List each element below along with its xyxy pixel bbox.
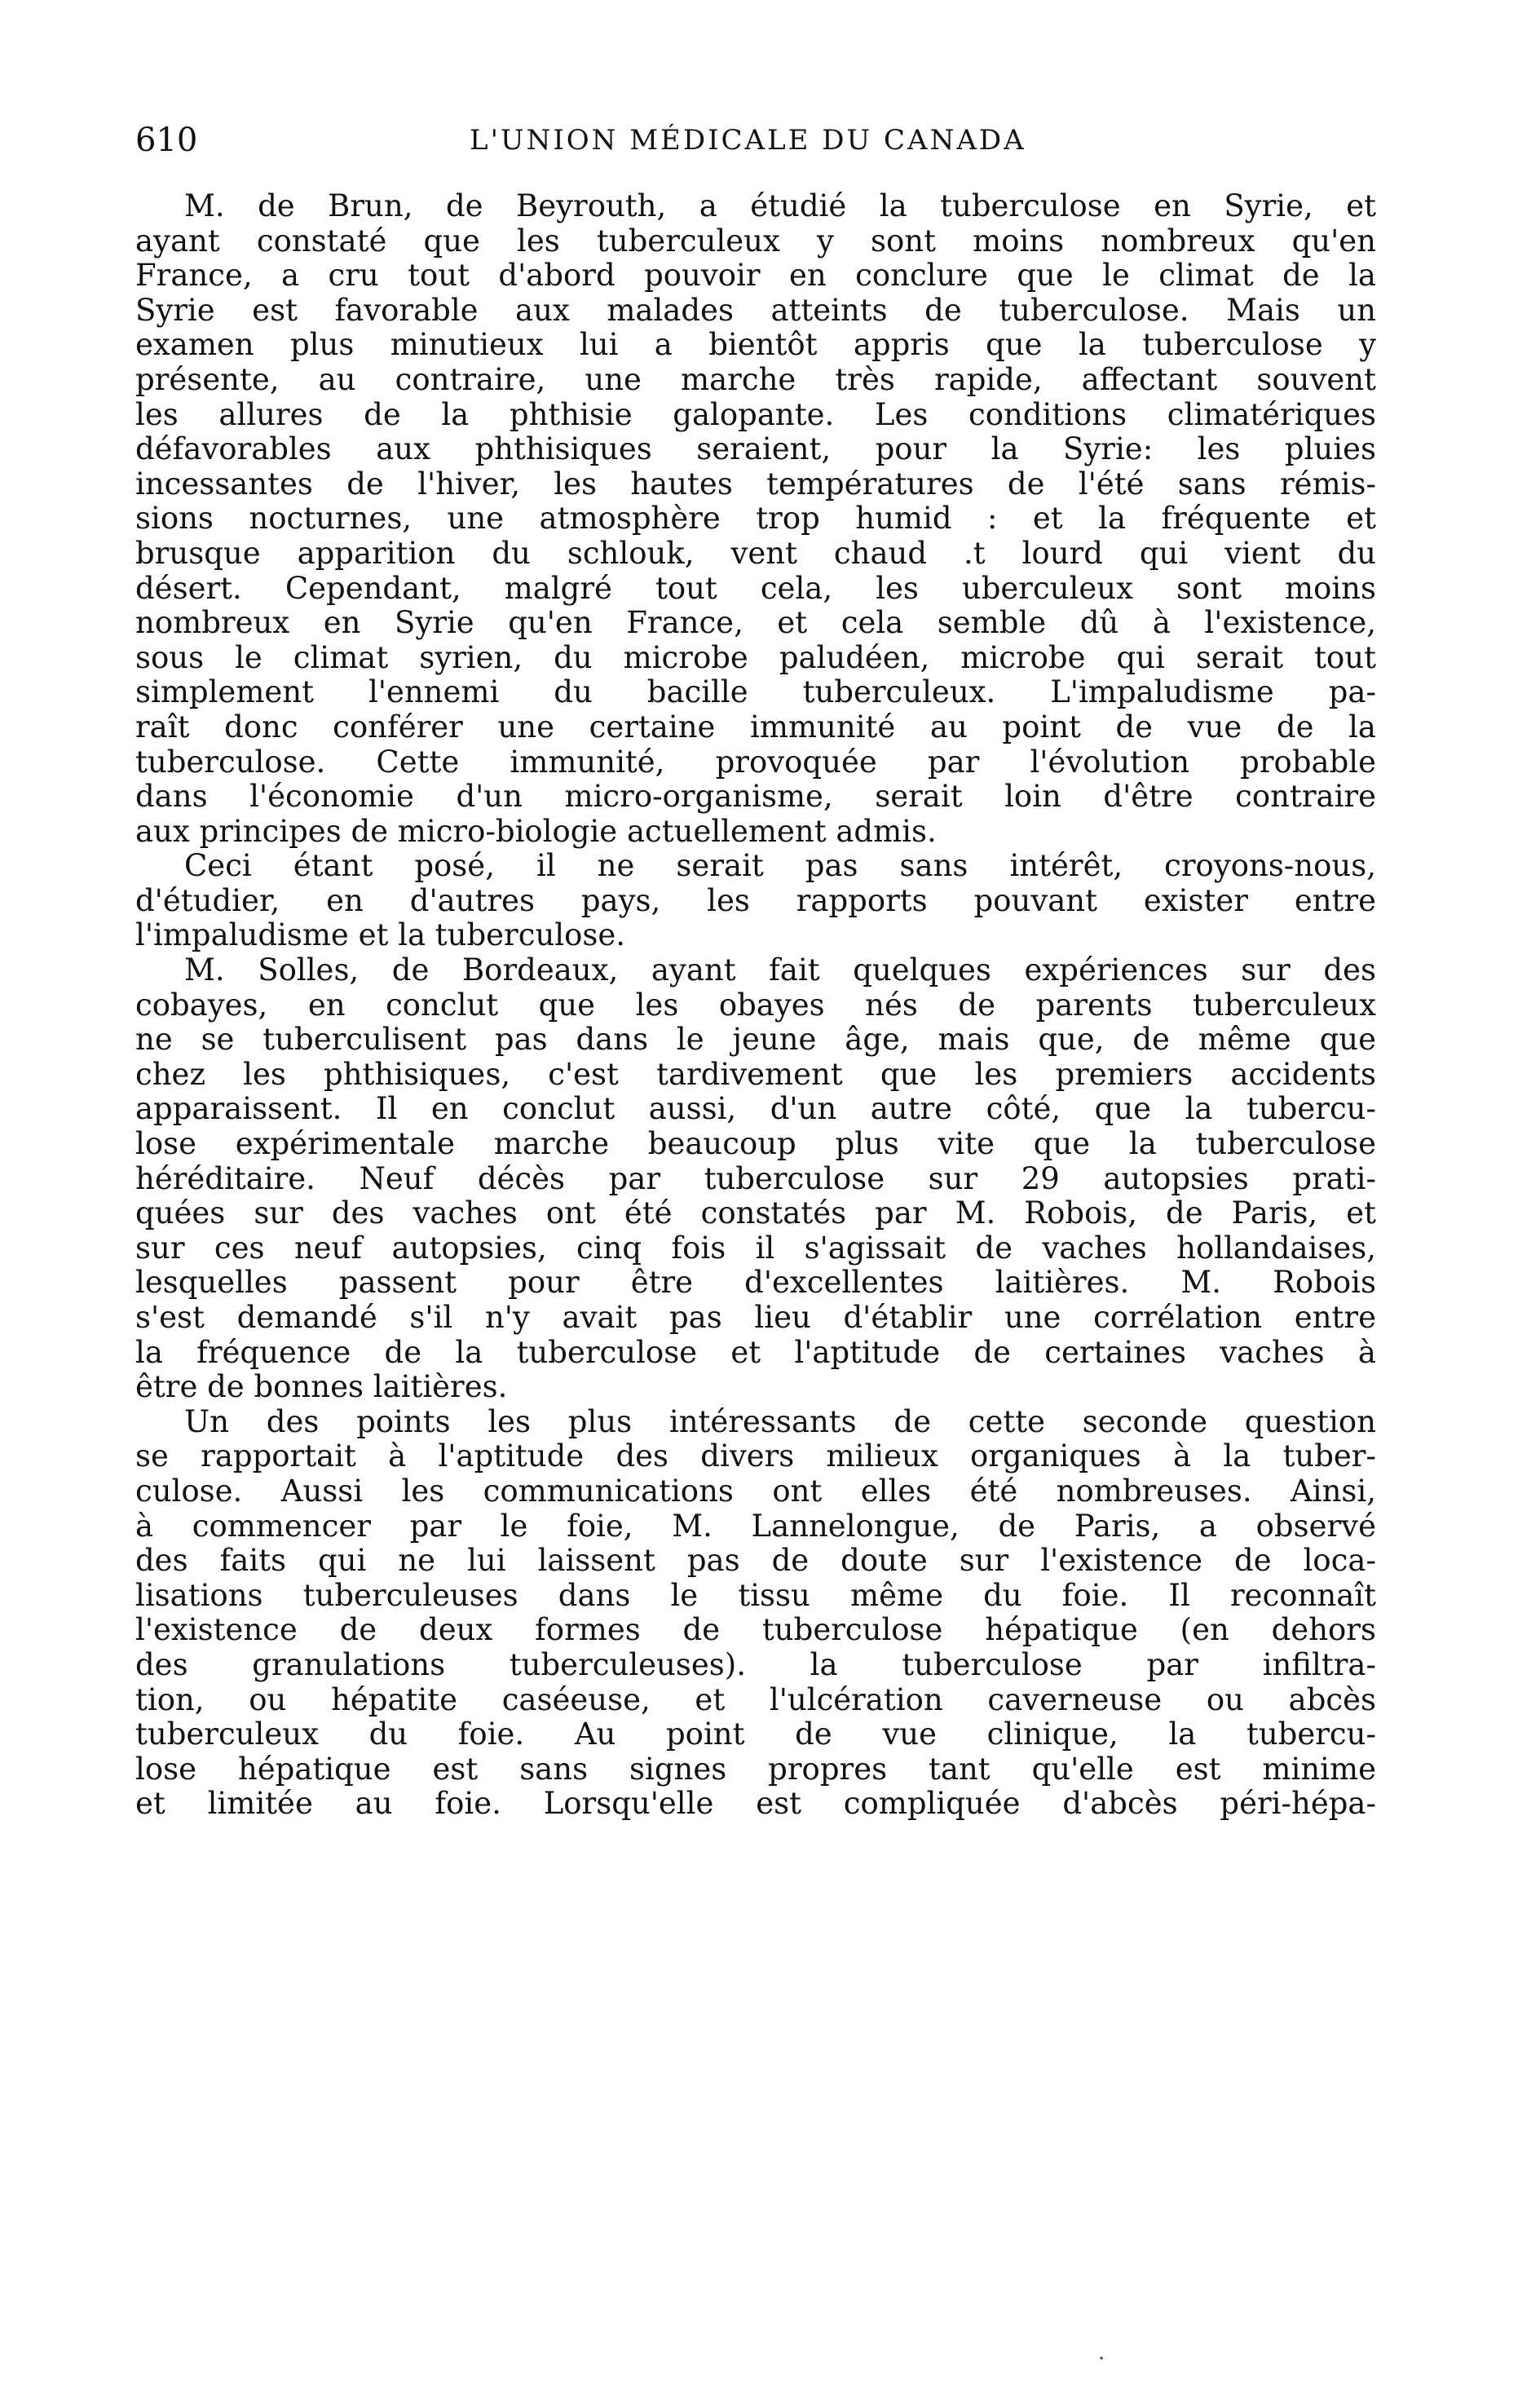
text-line: tuberculeux du foie. Au point de vue clinique, la tubercu- bbox=[135, 1717, 1376, 1752]
text-line: ne se tuberculisent pas dans le jeune âge, mais que, de même que bbox=[135, 1023, 1376, 1058]
text-line: présente, au contraire, une marche très rapide, affectant souvent bbox=[135, 362, 1376, 397]
text-line: désert. Cependant, malgré tout cela, les uberculeux sont moins bbox=[135, 571, 1376, 606]
text-line: lisations tuberculeuses dans le tissu même du foie. Il reconnaît bbox=[135, 1578, 1376, 1613]
text-line: culose. Aussi les communications ont elles été nombreuses. Ainsi, bbox=[135, 1474, 1376, 1509]
text-line: quées sur des vaches ont été constatés par M. Robois, de Paris, et bbox=[135, 1196, 1376, 1231]
text-line: la fréquence de la tuberculose et l'aptitude de certaines vaches à bbox=[135, 1335, 1376, 1370]
text-line: ayant constaté que les tuberculeux y sont moins nombreux qu'en bbox=[135, 223, 1376, 258]
text-line: incessantes de l'hiver, les hautes températures de l'été sans rémis- bbox=[135, 466, 1376, 501]
text-line: défavorables aux phthisiques seraient, pour la Syrie: les pluies bbox=[135, 432, 1376, 467]
text-line: dans l'économie d'un micro-organisme, serait loin d'être contraire bbox=[135, 780, 1376, 815]
text-line: d'étudier, en d'autres pays, les rapports pouvant exister entre bbox=[135, 883, 1376, 918]
text-line: sions nocturnes, une atmosphère trop humid : et la fréquente et bbox=[135, 501, 1376, 537]
text-line: héréditaire. Neuf décès par tuberculose sur 29 autopsies prati- bbox=[135, 1161, 1376, 1196]
page-number: 610 bbox=[135, 122, 198, 159]
text-line: les allures de la phthisie galopante. Les conditions climatériques bbox=[135, 397, 1376, 432]
text-line: tuberculose. Cette immunité, provoquée par l'évolution probable bbox=[135, 744, 1376, 780]
page-header bbox=[135, 116, 1391, 165]
text-line: Ceci étant posé, il ne serait pas sans intérêt, croyons-nous, bbox=[184, 849, 1376, 884]
text-line: des granulations tuberculeuses). la tuberculose par infiltra- bbox=[135, 1647, 1376, 1682]
text-line: l'existence de deux formes de tuberculose hépatique (en dehors bbox=[135, 1613, 1376, 1648]
text-line: France, a cru tout d'abord pouvoir en conclure que le climat de la bbox=[135, 258, 1376, 294]
text-line: examen plus minutieux lui a bientôt appris que la tuberculose y bbox=[135, 328, 1376, 363]
text-line: des faits qui ne lui laissent pas de doute sur l'existence de loca- bbox=[135, 1544, 1376, 1579]
text-line: cobayes, en conclut que les obayes nés de parents tuberculeux bbox=[135, 988, 1376, 1023]
text-line: raît donc conférer une certaine immunité au point de vue de la bbox=[135, 709, 1376, 744]
text-line: aux principes de micro-biologie actuellement admis. bbox=[135, 814, 937, 849]
text-line: s'est demandé s'il n'y avait pas lieu d'établir une corrélation entre bbox=[135, 1301, 1376, 1335]
text-line: être de bonnes laitières. bbox=[135, 1370, 508, 1405]
text-line: et limitée au foie. Lorsqu'elle est compliquée d'abcès péri-hépa- bbox=[135, 1787, 1376, 1822]
text-line: Un des points les plus intéressants de cette seconde question bbox=[184, 1404, 1376, 1439]
running-head: L'UNION MÉDICALE DU CANADA bbox=[470, 124, 1026, 157]
text-line: à commencer par le foie, M. Lannelongue, de Paris, a observé bbox=[135, 1509, 1376, 1544]
text-line: nombreux en Syrie qu'en France, et cela semble dû à l'existence, bbox=[135, 606, 1376, 641]
text-line: chez les phthisiques, c'est tardivement que les premiers accidents bbox=[135, 1057, 1376, 1092]
text-line: simplement l'ennemi du bacille tuberculeux. L'impaludisme pa- bbox=[135, 675, 1376, 710]
text-line: brusque apparition du schlouk, vent chaud .t lourd qui vient du bbox=[135, 536, 1376, 571]
text-line: se rapportait à l'aptitude des divers milieux organiques à la tuber- bbox=[135, 1439, 1376, 1474]
text-line: Syrie est favorable aux malades atteints de tuberculose. Mais un bbox=[135, 293, 1376, 328]
text-line: apparaissent. Il en conclut aussi, d'un autre côté, que la tubercu- bbox=[135, 1092, 1376, 1127]
text-line: M. de Brun, de Beyrouth, a étudié la tuberculose en Syrie, et bbox=[184, 189, 1376, 223]
text-line: lose expérimentale marche beaucoup plus vite que la tuberculose bbox=[135, 1127, 1376, 1162]
stray-mark: . bbox=[1098, 2340, 1105, 2365]
text-line: sur ces neuf autopsies, cinq fois il s'agissait de vaches hollandaises, bbox=[135, 1231, 1376, 1266]
text-line: tion, ou hépatite caséeuse, et l'ulcération caverneuse ou abcès bbox=[135, 1682, 1376, 1717]
text-line: M. Solles, de Bordeaux, ayant fait quelques expériences sur des bbox=[184, 953, 1376, 988]
text-line: lose hépatique est sans signes propres tant qu'elle est minime bbox=[135, 1752, 1376, 1787]
text-line: l'impaludisme et la tuberculose. bbox=[135, 918, 626, 953]
body-text bbox=[135, 189, 1376, 1822]
text-line: lesquelles passent pour être d'excellentes laitières. M. Robois bbox=[135, 1266, 1376, 1301]
text-line: sous le climat syrien, du microbe paludéen, microbe qui serait tout bbox=[135, 640, 1376, 675]
